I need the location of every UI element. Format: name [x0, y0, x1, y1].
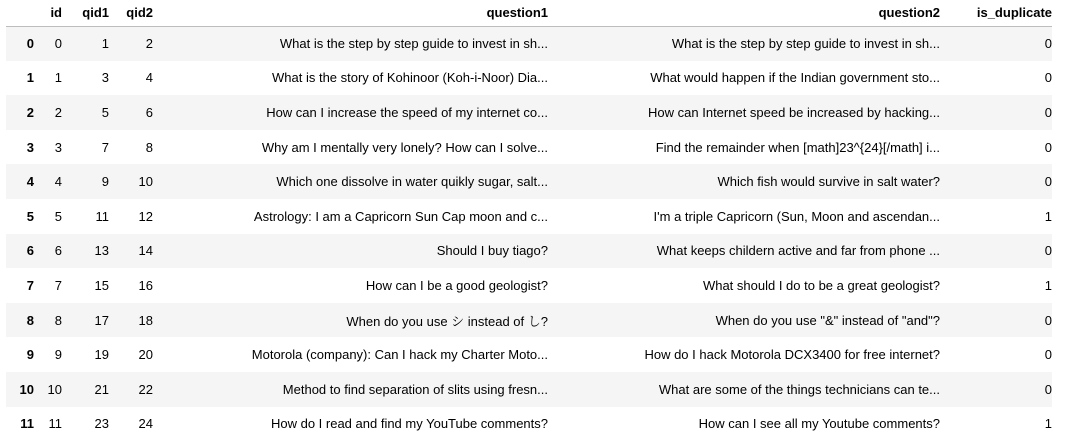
cell-question2: What keeps childern active and far from phone ... [656, 243, 940, 259]
row-index: 3 [26, 139, 34, 155]
cell-is-duplicate: 0 [1044, 381, 1052, 397]
cell-question1: Method to find separation of slits using fresn... [282, 381, 548, 397]
cell-is-duplicate: 0 [1044, 243, 1052, 259]
table-row [6, 199, 1052, 234]
cell-id: 3 [54, 139, 62, 155]
table-row [6, 164, 1052, 199]
cell-qid1: 15 [94, 277, 109, 293]
cell-question1: Why am I mentally very lonely? How can I solve... [261, 139, 548, 155]
cell-qid1: 1 [101, 36, 109, 52]
row-index: 5 [26, 208, 34, 224]
table-row [6, 61, 1052, 96]
cell-id: 7 [54, 277, 62, 293]
cell-id: 0 [54, 36, 62, 52]
cell-id: 5 [54, 208, 62, 224]
table-row [6, 268, 1052, 303]
cell-is-duplicate: 1 [1044, 416, 1052, 432]
table-row [6, 372, 1052, 407]
cell-question2: How can Internet speed be increased by hacking... [648, 104, 940, 120]
cell-question2: What is the step by step guide to invest in sh... [671, 36, 940, 52]
cell-question1: Astrology: I am a Capricorn Sun Cap moon and c... [253, 208, 548, 224]
col-header-qid2: qid2 [109, 0, 153, 26]
cell-qid2: 16 [138, 277, 153, 293]
table-header [6, 0, 1052, 26]
cell-qid2: 22 [138, 381, 153, 397]
row-index: 7 [26, 277, 34, 293]
cell-qid2: 18 [138, 312, 153, 328]
cell-question2: Find the remainder when [math]23^{24}[/math] i... [655, 139, 940, 155]
cell-qid2: 12 [138, 208, 153, 224]
cell-qid2: 6 [145, 104, 153, 120]
cell-question2: What should I do to be a great geologist? [702, 277, 940, 293]
cell-id: 4 [54, 174, 62, 190]
table-body [6, 26, 1052, 441]
cell-question1: When do you use シ instead of し? [346, 313, 548, 329]
cell-question2: How can I see all my Youtube comments? [698, 416, 940, 432]
cell-is-duplicate: 0 [1044, 174, 1052, 190]
cell-is-duplicate: 1 [1044, 277, 1052, 293]
cell-question2: What would happen if the Indian government sto... [650, 70, 940, 86]
cell-id: 6 [54, 243, 62, 259]
col-header-id: id [34, 0, 62, 26]
cell-qid2: 2 [145, 36, 153, 52]
cell-id: 2 [54, 104, 62, 120]
cell-qid1: 7 [101, 139, 109, 155]
row-index: 6 [26, 243, 34, 259]
cell-qid1: 11 [95, 208, 109, 224]
cell-question2: When do you use "&" instead of "and"? [715, 312, 940, 328]
cell-qid1: 5 [101, 104, 109, 120]
row-index: 1 [26, 70, 34, 86]
cell-question2: What are some of the things technicians can te... [658, 381, 940, 397]
cell-qid2: 20 [138, 347, 153, 363]
cell-qid1: 17 [94, 312, 109, 328]
col-header-is-duplicate: is_duplicate [940, 0, 1052, 26]
table-row [6, 95, 1052, 130]
table-row [6, 26, 1052, 61]
cell-question2: I'm a triple Capricorn (Sun, Moon and ascendan... [653, 208, 940, 224]
cell-question1: Should I buy tiago? [436, 243, 548, 259]
cell-is-duplicate: 0 [1044, 36, 1052, 52]
row-index: 2 [26, 104, 34, 120]
cell-qid2: 10 [138, 174, 153, 190]
cell-qid1: 19 [94, 347, 109, 363]
cell-question1: How can I increase the speed of my internet co... [266, 104, 548, 120]
cell-qid2: 4 [145, 70, 153, 86]
cell-id: 8 [54, 312, 62, 328]
table-row [6, 337, 1052, 372]
cell-qid1: 23 [94, 416, 109, 432]
table-row [6, 234, 1052, 269]
row-index: 4 [26, 174, 34, 190]
row-index: 9 [26, 347, 34, 363]
cell-id: 10 [47, 381, 62, 397]
cell-question1: How can I be a good geologist? [365, 277, 548, 293]
cell-is-duplicate: 0 [1044, 347, 1052, 363]
cell-qid1: 9 [101, 174, 109, 190]
dataframe-table [6, 0, 1052, 441]
cell-qid1: 3 [101, 70, 109, 86]
cell-is-duplicate: 0 [1044, 139, 1052, 155]
cell-is-duplicate: 0 [1044, 104, 1052, 120]
cell-qid2: 8 [145, 139, 153, 155]
col-header-qid1: qid1 [62, 0, 109, 26]
row-index: 10 [19, 381, 34, 397]
col-header-question2: question2 [548, 0, 940, 26]
cell-id: 11 [48, 416, 62, 432]
table-row [6, 303, 1052, 338]
cell-question1: What is the step by step guide to invest in sh... [279, 36, 548, 52]
cell-is-duplicate: 0 [1044, 312, 1052, 328]
cell-question1: What is the story of Kohinoor (Koh-i-Noor) Dia... [272, 70, 548, 86]
table-row [6, 130, 1052, 165]
cell-id: 1 [54, 70, 62, 86]
cell-question1: How do I read and find my YouTube comments? [270, 416, 548, 432]
index-header [6, 0, 34, 26]
cell-question1: Motorola (company): Can I hack my Charter Moto... [251, 347, 548, 363]
row-index: 8 [26, 312, 34, 328]
table-row [6, 407, 1052, 442]
cell-is-duplicate: 1 [1044, 208, 1052, 224]
cell-id: 9 [54, 347, 62, 363]
header-row [6, 0, 1052, 26]
row-index: 0 [26, 36, 34, 52]
cell-qid1: 13 [94, 243, 109, 259]
cell-qid1: 21 [94, 381, 109, 397]
cell-qid2: 14 [138, 243, 153, 259]
cell-question2: Which fish would survive in salt water? [717, 174, 940, 190]
cell-qid2: 24 [138, 416, 153, 432]
cell-is-duplicate: 0 [1044, 70, 1052, 86]
row-index: 11 [20, 416, 34, 432]
cell-question1: Which one dissolve in water quikly sugar, salt... [276, 174, 548, 190]
col-header-question1: question1 [153, 0, 548, 26]
cell-question2: How do I hack Motorola DCX3400 for free internet? [644, 347, 940, 363]
